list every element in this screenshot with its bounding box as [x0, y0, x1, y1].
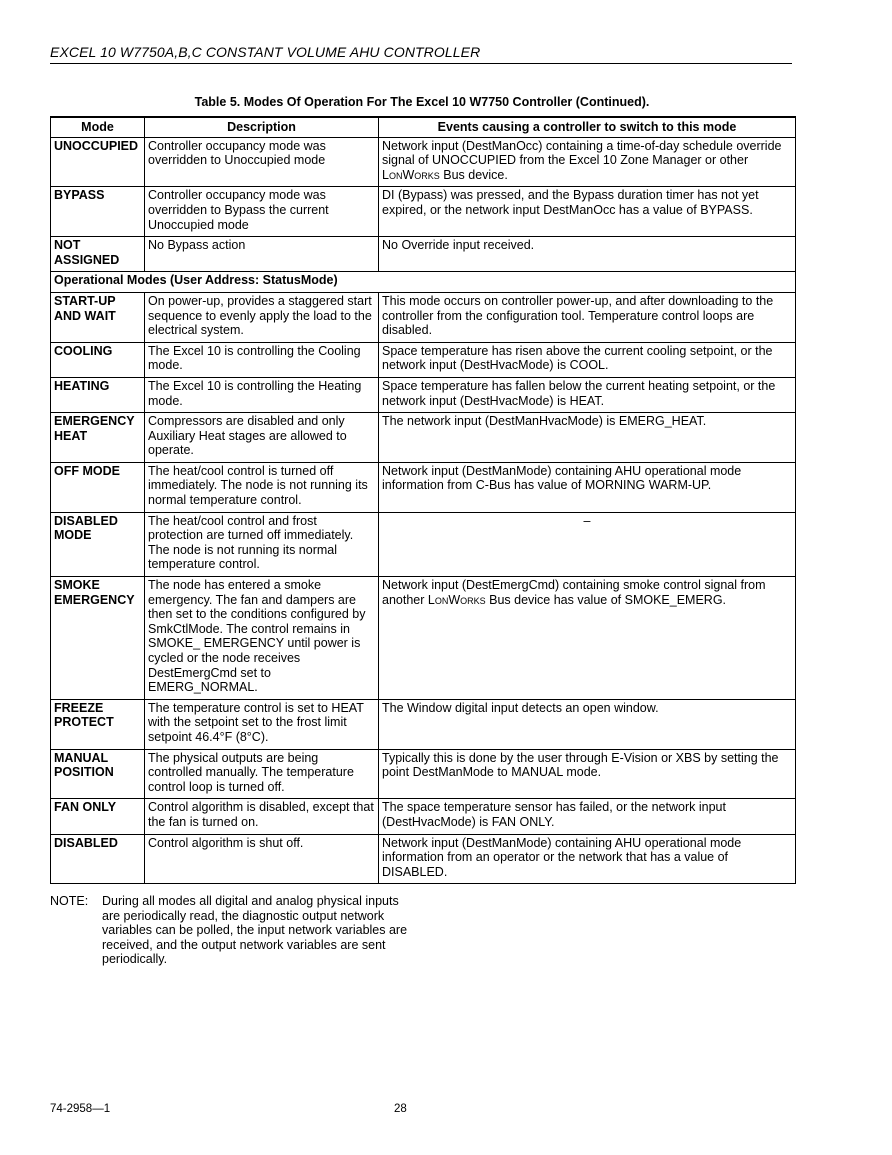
table-caption: Table 5. Modes Of Operation For The Excel 10 W7750 Controller (Continued).	[194, 95, 650, 109]
mode-cell: FREEZE PROTECT	[51, 699, 145, 749]
events-cell: Typically this is done by the user through E-Vision or XBS by setting the point DestManMode to MANUAL mode.	[379, 749, 796, 799]
description-cell: Control algorithm is disabled, except that the fan is turned on.	[145, 799, 379, 834]
mode-cell: FAN ONLY	[51, 799, 145, 834]
description-cell: The heat/cool control is turned off immediately. The node is not running its normal temperature control.	[145, 462, 379, 512]
table-row	[51, 377, 796, 412]
column-header-description: Description	[145, 117, 379, 137]
events-cell: Space temperature has risen above the current cooling setpoint, or the network input (DestHvacMode) is COOL.	[379, 342, 796, 377]
page-number: 28	[394, 1103, 407, 1115]
events-text: Network input (DestManOcc) containing a time-of-day schedule override signal of UNOCCUPIED from the Excel 10 Zone Manager or other	[382, 138, 782, 168]
events-cell: Network input (DestManMode) containing AHU operational mode information from an operator or the network that has a value of DISABLED.	[379, 834, 796, 884]
events-text: Bus device has value of SMOKE_EMERG.	[485, 592, 727, 607]
note	[50, 894, 410, 967]
events-text: Network input (DestEmergCmd) containing smoke control signal from another	[382, 578, 766, 607]
column-header-mode: Mode	[51, 117, 145, 137]
mode-cell: COOLING	[51, 342, 145, 377]
description-cell: Compressors are disabled and only Auxiliary Heat stages are allowed to operate.	[145, 413, 379, 463]
table-row	[51, 342, 796, 377]
description-cell: Controller occupancy mode was overridden to Bypass the current Unoccupied mode	[145, 187, 379, 237]
events-cell: The space temperature sensor has failed, or the network input (DestHvacMode) is FAN ONLY.	[379, 799, 796, 834]
description-cell: The physical outputs are being controlled manually. The temperature control loop is turned off.	[145, 749, 379, 799]
description-cell: Control algorithm is shut off.	[145, 834, 379, 884]
table-row	[51, 834, 796, 884]
events-cell: Space temperature has fallen below the current heating setpoint, or the network input (DestHvacMode) is HEAT.	[379, 377, 796, 412]
mode-cell: OFF MODE	[51, 462, 145, 512]
section-row	[51, 272, 796, 293]
column-header-events: Events causing a controller to switch to this mode	[379, 117, 796, 137]
table-row	[51, 187, 796, 237]
page-header: EXCEL 10 W7750A,B,C CONSTANT VOLUME AHU CONTROLLER	[50, 44, 792, 64]
mode-cell: BYPASS	[51, 187, 145, 237]
mode-cell: EMERGENCY HEAT	[51, 413, 145, 463]
mode-cell: NOT ASSIGNED	[51, 237, 145, 272]
events-cell	[379, 577, 796, 700]
description-cell: The heat/cool control and frost protection are turned off immediately. The node is not running its normal temperature control.	[145, 512, 379, 576]
mode-cell: DISABLED MODE	[51, 512, 145, 576]
note-label: NOTE:	[50, 894, 89, 908]
events-text: Bus device.	[439, 167, 508, 182]
mode-cell: HEATING	[51, 377, 145, 412]
mode-cell: UNOCCUPIED	[51, 137, 145, 187]
events-cell: The Window digital input detects an open window.	[379, 699, 796, 749]
events-cell: DI (Bypass) was pressed, and the Bypass duration timer has not yet expired, or the network input DestManOcc has a value of BYPASS.	[379, 187, 796, 237]
table-row	[51, 699, 796, 749]
events-cell: The network input (DestManHvacMode) is EMERG_HEAT.	[379, 413, 796, 463]
table-row	[51, 462, 796, 512]
table-row	[51, 749, 796, 799]
mode-cell: START-UP AND WAIT	[51, 292, 145, 342]
description-cell: The temperature control is set to HEAT with the setpoint set to the frost limit setpoint 46.4°F (8°C).	[145, 699, 379, 749]
table-header-row	[51, 117, 796, 137]
section-label: Operational Modes (User Address: StatusMode)	[51, 272, 796, 293]
document-number: 74-2958—1	[50, 1103, 111, 1115]
description-cell: No Bypass action	[145, 237, 379, 272]
description-cell: Controller occupancy mode was overridden to Unoccupied mode	[145, 137, 379, 187]
description-cell: The Excel 10 is controlling the Cooling mode.	[145, 342, 379, 377]
mode-cell: MANUAL POSITION	[51, 749, 145, 799]
events-cell: –	[379, 512, 796, 576]
note-text: During all modes all digital and analog physical inputs are periodically read, the diagnostic output network variables can be polled, the input network variables are received, and the output network variables are sent periodically.	[102, 894, 408, 967]
table-row	[51, 237, 796, 272]
mode-cell: DISABLED	[51, 834, 145, 884]
events-cell: No Override input received.	[379, 237, 796, 272]
table-row	[51, 413, 796, 463]
table-row	[51, 577, 796, 700]
table-row	[51, 512, 796, 576]
table-row	[51, 137, 796, 187]
events-cell	[379, 137, 796, 187]
modes-table	[50, 116, 796, 884]
table-row	[51, 799, 796, 834]
table-row	[51, 292, 796, 342]
events-cell: Network input (DestManMode) containing AHU operational mode information from C-Bus has value of MORNING WARM-UP.	[379, 462, 796, 512]
description-cell: The Excel 10 is controlling the Heating mode.	[145, 377, 379, 412]
description-cell: The node has entered a smoke emergency. The fan and dampers are then set to the conditions configured by SmkCtlMode. The control remains in SMOKE_ EMERGENCY until power is cycled or the node receives DestEmergCmd set to EMERG_NORMAL.	[145, 577, 379, 700]
mode-cell: SMOKE EMERGENCY	[51, 577, 145, 700]
lonworks-text: LonWorks	[427, 592, 486, 607]
description-cell: On power-up, provides a staggered start sequence to evenly apply the load to the electrical system.	[145, 292, 379, 342]
events-cell: This mode occurs on controller power-up, and after downloading to the controller from the configuration tool. Temperature control loops are disabled.	[379, 292, 796, 342]
lonworks-text: LonWorks	[382, 167, 440, 182]
